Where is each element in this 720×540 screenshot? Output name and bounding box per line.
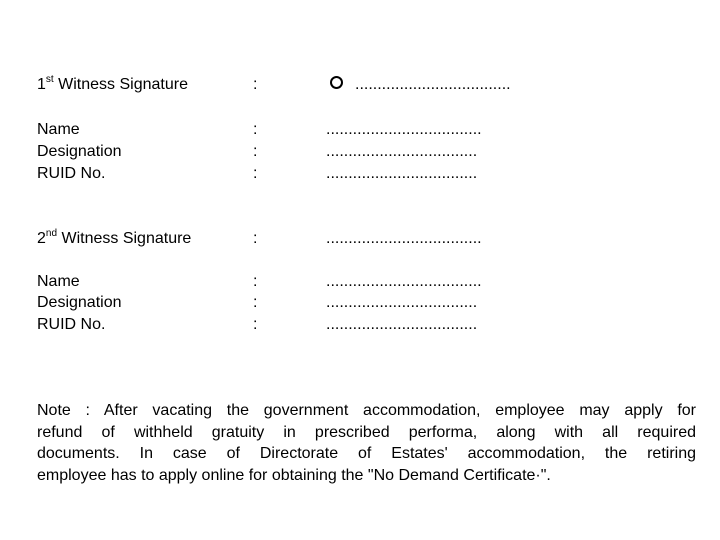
witness2-ruid-colon: : <box>253 316 258 333</box>
circle-marker-icon <box>330 76 343 89</box>
witness2-signature-colon: : <box>253 230 258 247</box>
note-line: documents. In case of Directorate of Estates' accommodation, the retiring <box>37 445 696 462</box>
witness1-signature-label: 1st Witness Signature <box>37 74 188 93</box>
witness2-signature-field[interactable]: ................................... <box>326 230 482 247</box>
note-line: employee has to apply online for obtaining the "No Demand Certificate·". <box>37 466 551 484</box>
witness2-designation-field[interactable]: .................................. <box>326 294 478 311</box>
witness1-ruid-field[interactable]: .................................. <box>326 165 478 182</box>
witness1-designation-field[interactable]: .................................. <box>326 143 478 160</box>
witness1-name-label: Name <box>37 121 80 138</box>
note-paragraph <box>37 400 696 486</box>
witness1-name-colon: : <box>253 121 258 138</box>
witness1-name-field[interactable]: ................................... <box>326 121 482 138</box>
witness1-ruid-colon: : <box>253 165 258 182</box>
witness1-designation-label: Designation <box>37 143 122 160</box>
note-line: Note : After vacating the government accommodation, employee may apply for <box>37 402 696 419</box>
witness2-ruid-label: RUID No. <box>37 316 106 333</box>
note-line: refund of withheld gratuity in prescribed performa, along with all required <box>37 423 696 441</box>
witness1-ruid-label: RUID No. <box>37 165 106 182</box>
witness2-designation-label: Designation <box>37 294 122 311</box>
witness2-name-colon: : <box>253 273 258 290</box>
witness1-designation-colon: : <box>253 143 258 160</box>
witness2-name-field[interactable]: ................................... <box>326 273 482 290</box>
witness2-designation-colon: : <box>253 294 258 311</box>
witness1-signature-colon: : <box>253 76 258 93</box>
witness1-signature-field[interactable]: ................................... <box>355 76 511 93</box>
witness2-name-label: Name <box>37 273 80 290</box>
witness2-signature-label: 2nd Witness Signature <box>37 228 192 247</box>
witness2-ruid-field[interactable]: .................................. <box>326 316 478 333</box>
